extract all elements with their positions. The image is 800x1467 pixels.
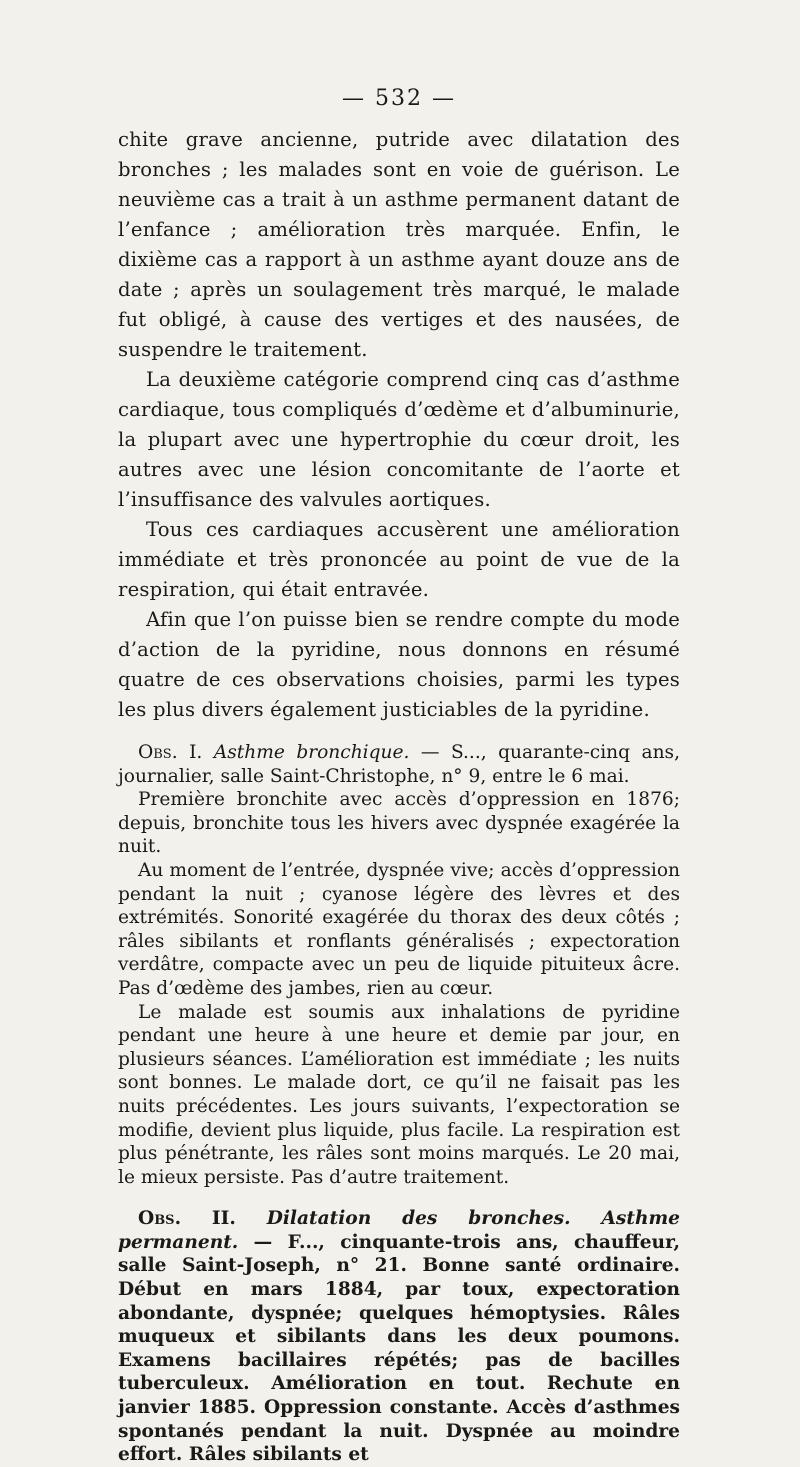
paragraph-1: chite grave ancienne, putride avec dilatation des bronches ; les malades sont en voie de guérison. Le neuvième cas a trait à un asthme permanent datant de l’enfance ; amélioration très marquée. Enfin, le dixième cas a rapport à un asthme ayant douze ans de date ; après un soulagement très marqué, le malade fut obligé, à cause des vertiges et des nausées, de suspendre le traitement. [118,128,680,361]
paragraph-3: Tous ces cardiaques accusèrent une amélioration immédiate et très prononcée au point de vue de la respiration, qui était entravée. [118,518,680,601]
observation-1 [118,741,680,1189]
observation-2 [118,1207,680,1467]
observation-2-header [118,1207,680,1467]
observation-1-paragraph-3: Au moment de l’entrée, dyspnée vive; accès d’oppression pendant la nuit ; cyanose légère des lèvres et des extrémités. Sonorité exagérée du thorax des deux côtés ; râles sibilants et ronflants généralisés ; expectoration verdâtre, compacte avec un peu de liquide pituiteux âcre. Pas d’œdème des jambes, rien au cœur. [118,859,680,999]
observation-2-title: Dilatation des bronches. Asthme permanent. [118,1208,681,1253]
observation-1-label: Obs. I. [138,742,203,763]
observation-1-paragraph-2: Première bronchite avec accès d’oppression en 1876; depuis, bronchite tous les hivers avec dyspnée exagérée la nuit. [118,789,680,858]
observation-2-label: Obs. II. [138,1208,236,1230]
observation-1-header-text: — S..., quarante-cinq ans, journalier, salle Saint-Christophe, n° 9, entre le 6 mai. [118,742,681,787]
observation-1-paragraph-4: Le malade est soumis aux inhalations de pyridine pendant une heure à une heure et demie par jour, en plusieurs séances. L’amélioration est immédiate ; les nuits sont bonnes. Le malade dort, ce qu’il ne faisait pas les nuits précédentes. Les jours suivants, l’expectoration se modifie, devient plus liquide, plus facile. La respiration est plus pénétrante, les râles sont moins marqués. Le 20 mai, le mieux persiste. Pas d’autre traitement. [118,1001,680,1188]
paragraph-2: La deuxième catégorie comprend cinq cas d’asthme cardiaque, tous compliqués d’œdème et d’albuminurie, la plupart avec une hypertrophie du cœur droit, les autres avec une lésion concomitante de l’aorte et l’insuffisance des valvules aortiques. [118,368,680,511]
paragraph-4: Afin que l’on puisse bien se rendre compte du mode d’action de la pyridine, nous donnons en résumé quatre de ces observations choisies, parmi les types les plus divers également justiciables de la pyridine. [118,608,680,721]
observation-1-header [118,741,680,788]
main-text [118,125,680,725]
page-number: — 532 — [342,86,456,111]
observation-1-title: Asthme bronchique. [213,742,410,763]
observation-2-text: — F..., cinquante-trois ans, chauffeur, salle Saint-Joseph, n° 21. Bonne santé ordinaire. Début en mars 1884, par toux, expectoration abondante, dyspnée; quelques hémoptysies. Râles muqueux et sibilants dans les deux poumons. Examens bacillaires répétés; pas de bacilles tuberculeux. Amélioration en tout. Rechute en janvier 1885. Oppression constante. Accès d’asthmes spontanés pendant la nuit. Dyspnée au moindre effort. Râles sibilants et [118,1231,680,1466]
